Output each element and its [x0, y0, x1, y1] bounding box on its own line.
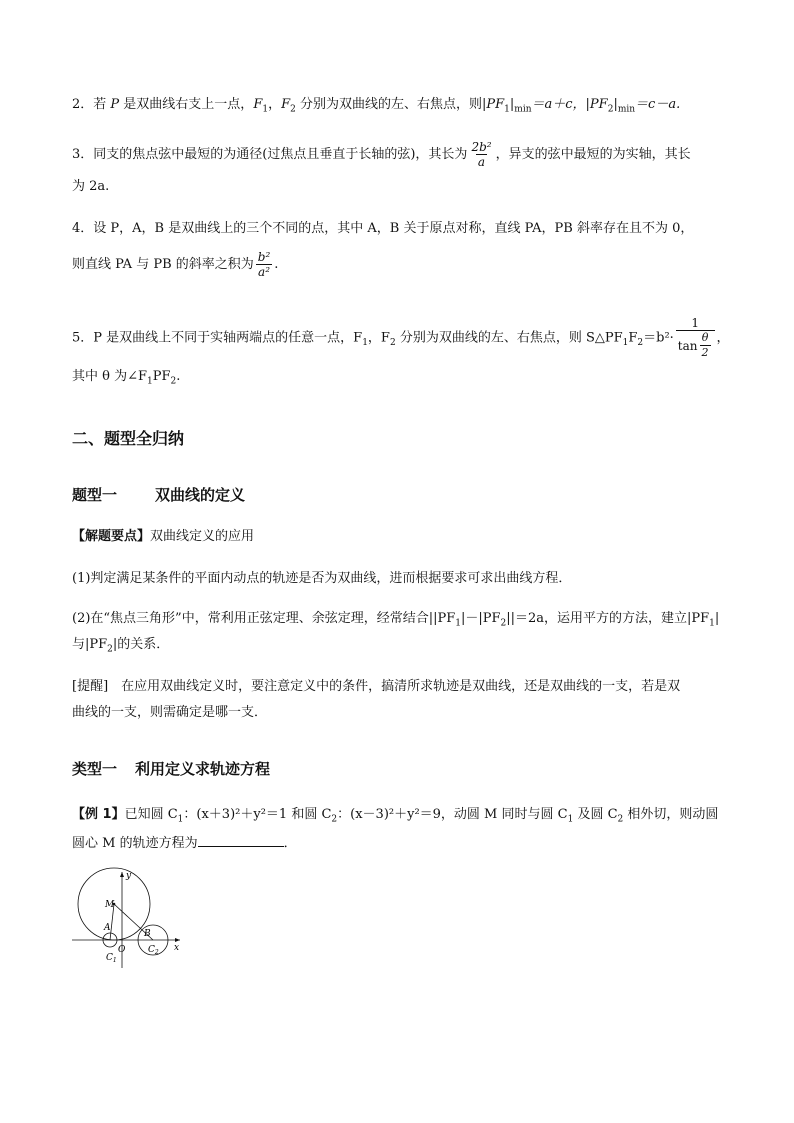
property-4-line2: 则直线 PA 与 PB 的斜率之积为 $\frac{\text{b²}}{\text{a²}}$ .: [72, 250, 279, 279]
label-A: A: [104, 923, 111, 933]
property-5: 5．P 是双曲线上不同于实轴两端点的任意一点，$F_1$，$F_2$ 分别为双曲线的左、右焦点，则 $S\triangle PF_1F_2=b^2\cdot$ 1 tan $\frac{\theta}{2}$ ，: [72, 316, 730, 359]
label-C1: $C_1$: [106, 953, 117, 964]
property-5-line2: 其中 θ 为$\angle F_1PF_2$.: [72, 369, 181, 387]
answer-blank[interactable]: [198, 834, 284, 847]
item-number: 5．: [72, 330, 94, 346]
fraction-1-over-tan-half-theta: 1 tan $\frac{\theta}{2}$: [676, 316, 715, 360]
reminder-line2: 曲线的一支，则需确定是哪一支．: [72, 705, 268, 720]
circles-figure: [68, 864, 188, 974]
label-B: B: [144, 929, 151, 939]
item-number: 2．: [72, 97, 94, 112]
property-3: 3．同支的焦点弦中最短的为通径(过焦点且垂直于长轴的弦)，其长为 $\frac{\text{2b²}}{a}$ ，异支的弦中最短的为实轴，其长: [72, 140, 691, 169]
section-heading: 二、题型全归纳: [72, 429, 185, 448]
key-point-2: (2)在“焦点三角形”中，常利用正弦定理、余弦定理，经常结合$||PF_1|-|PF_2||=2a$，运用平方的方法，建立$|PF_1|$: [72, 611, 720, 629]
item-number: 3．: [72, 147, 94, 162]
fraction-b2-over-a2: $\frac{\text{b²}}{\text{a²}}$: [257, 250, 271, 279]
y-axis-arrow: [120, 872, 124, 877]
property-4: 4．设 P，A，B 是双曲线上的三个不同的点，其中 A，B 关于原点对称，直线 PA，PB 斜率存在且不为 0，: [72, 221, 694, 236]
reminder-line1: [提醒] 在应用双曲线定义时，要注意定义中的条件，搞清所求轨迹是双曲线，还是双曲线的一支，若是双: [72, 679, 681, 694]
type-heading: 题型一 双曲线的定义: [72, 486, 246, 504]
property-3-line2: 为 2a.: [72, 179, 110, 194]
fraction-2b2-over-a: $\frac{\text{2b²}}{a}$: [471, 140, 492, 169]
key-point-1: (1)判定满足某条件的平面内动点的轨迹是否为双曲线，进而根据要求可求出曲线方程．: [72, 571, 572, 586]
key-point-2-line2: 与$|PF_2|$的关系．: [72, 637, 170, 655]
item-number: 4．: [72, 221, 94, 236]
example-label: 【例 1】: [72, 807, 125, 822]
label-M: M: [105, 900, 115, 910]
label-y: y: [126, 871, 132, 881]
example-1: 【例 1】已知圆 $C_1$：(x＋3)²＋y²＝1 和圆 $C_2$：(x－3)²＋y²＝9，动圆 M 同时与圆 $C_1$ 及圆 $C_2$ 相外切，则动圆: [72, 807, 719, 825]
property-2: 2．若 P 是双曲线右支上一点，$F_1$，$F_2$ 分别为双曲线的左、右焦点，则$|PF_1|_{min}=a+c$，$|PF_2|_{min}=c-a$.: [72, 97, 681, 115]
x-axis-arrow: [175, 938, 180, 942]
category-heading: 类型一 利用定义求轨迹方程: [72, 760, 271, 778]
label-O: O: [118, 945, 126, 955]
label-C2: $C_2$: [148, 945, 159, 956]
key-points-label: 【解题要点】: [72, 529, 151, 544]
key-points-line: 【解题要点】双曲线定义的应用: [72, 529, 255, 544]
example-1-line2: 圆心 M 的轨迹方程为 ．: [72, 836, 297, 851]
label-x: x: [174, 943, 180, 953]
